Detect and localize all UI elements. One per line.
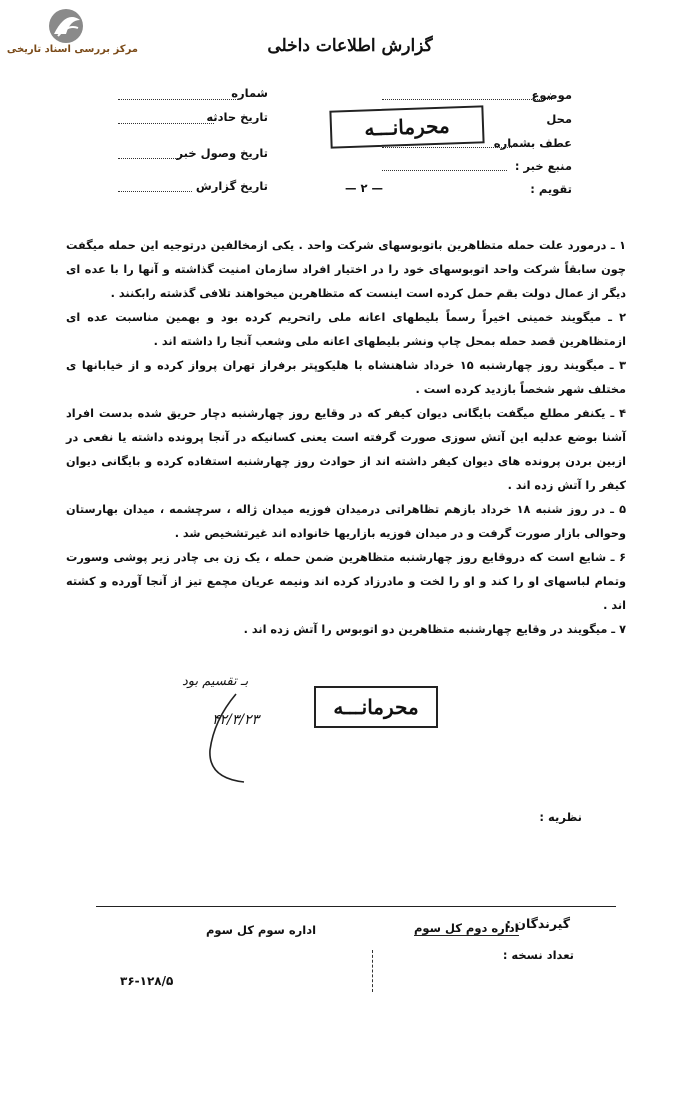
report-body xyxy=(66,234,626,642)
field-number-line xyxy=(118,98,238,100)
recipients-label: گیرندگان : xyxy=(505,916,570,931)
classification-stamp-top: محرمانـــه xyxy=(329,105,484,148)
field-report-date-label: تاریخ گزارش xyxy=(195,179,268,193)
paragraph-7: ۷ ـ میگویند در وقایع چهارشنبه متظاهرین دو اتوبوس را آتش زده اند . xyxy=(243,623,626,636)
field-place-label: محل xyxy=(546,112,572,126)
field-number-label: شماره xyxy=(231,86,268,100)
field-evaluation-label: تقویم : xyxy=(530,182,572,196)
recipient-left: اداره سوم کل سوم xyxy=(206,923,317,937)
field-receipt-date-label: تاریخ وصول خبر xyxy=(176,146,268,160)
field-incident-date-label: تاریخ حادثه xyxy=(206,110,268,124)
page-title: گزارش اطلاعات داخلی xyxy=(267,36,433,56)
recipient-right: اداره دوم کل سوم xyxy=(414,921,519,935)
footer-divider xyxy=(96,906,616,907)
field-source-line xyxy=(382,169,507,171)
paragraph-3: ۳ ـ میگویند روز چهارشنبه ۱۵ خرداد شاهنشاه با هلیکوپتر برفراز تهران پرواز کرده و از خیابانها ی مختلف شهر شخصاً بازدید کرده است . xyxy=(66,359,626,396)
paragraph-6: ۶ ـ شایع است که دروقایع روز چهارشنبه متظاهرین ضمن حمله ، یک زن بی چادر زیر پوشی وسورت وتمام لباسهای او را کند و او را لخت و مادرزاد کرده اند ونیمه عریان مچمع تیز از آنجا آورده و کشته اند . xyxy=(66,551,626,612)
copies-label: تعداد نسخه : xyxy=(502,948,574,962)
handwritten-note: بـ تقسیم بود xyxy=(182,674,249,689)
paragraph-2: ۲ ـ میگویند خمینی اخیراً رسماً بلیطهای اعانه ملی راتحریم کرده بود و بهمین مناسبت عده ای ازمتظاهرین قصد حمله بمحل چاپ ونشر بلیطهای اعانه ملی وشعب آنجا را داشته اند . xyxy=(66,311,626,348)
handwritten-date: ۴۲/۳/۲۳ xyxy=(212,712,260,728)
field-report-date-line xyxy=(118,190,192,192)
watermark-text: مرکز بررسی اسناد تاریخی xyxy=(6,44,138,55)
handwritten-bracket-icon xyxy=(196,690,266,790)
page-marker: — ۲ — xyxy=(345,181,384,195)
field-receipt-date-line xyxy=(118,157,178,159)
classification-stamp-bottom: محرمانـــه xyxy=(314,686,438,728)
field-reference-label: عطف بشماره xyxy=(493,136,572,150)
paragraph-5: ۵ ـ در روز شنبه ۱۸ خرداد بازهم تظاهراتی درمیدان فوزیه میدان ژاله ، سرچشمه ، میدان بهارستان وحوالی بازار صورت گرفت و در میدان فوزیه بازاریها خانواده اند غیرتشخیص شد . xyxy=(66,503,626,540)
footer-vertical-divider xyxy=(372,950,373,992)
document-number: ۳۶-۱۲۸/۵ xyxy=(120,974,174,988)
opinion-label: نظریه : xyxy=(539,810,582,824)
field-reference-line xyxy=(382,146,512,148)
field-subject-label: موضوع xyxy=(531,88,572,102)
field-incident-date-line xyxy=(118,122,214,124)
field-subject-line xyxy=(382,98,552,100)
paragraph-4: ۴ ـ یکنفر مطلع میگفت بایگانی دیوان کیفر که در وقایع روز چهارشنبه دچار حریق شده بدست افراد آشنا بوضع عدلیه این آتش سوزی صورت گرفته است یعنی کسانیکه در آنجا پرونده داشته یا نفعی در ازبین بردن پرونده های دیوان کیفر داشته اند از حوادث روز چهارشنبه استفاده کرده و بایگانی دیوان کیفر را آتش زده اند . xyxy=(66,407,626,492)
field-source-label: منبع خبر : xyxy=(514,159,572,173)
paragraph-1: ۱ ـ درمورد علت حمله متظاهرین باتوبوسهای شرکت واحد . یکی ازمخالفین درتوجیه این حمله میگفت چون سابقاً شرکت واحد اتوبوسهای خود را در اختیار افراد سازمان امنیت گذاشته و آنها را با عده ای دیگر از عمال دولت بقم حمل کرده است اینست که متظاهرین میخواهند تلافی گذشته رابکنند . xyxy=(66,239,626,300)
